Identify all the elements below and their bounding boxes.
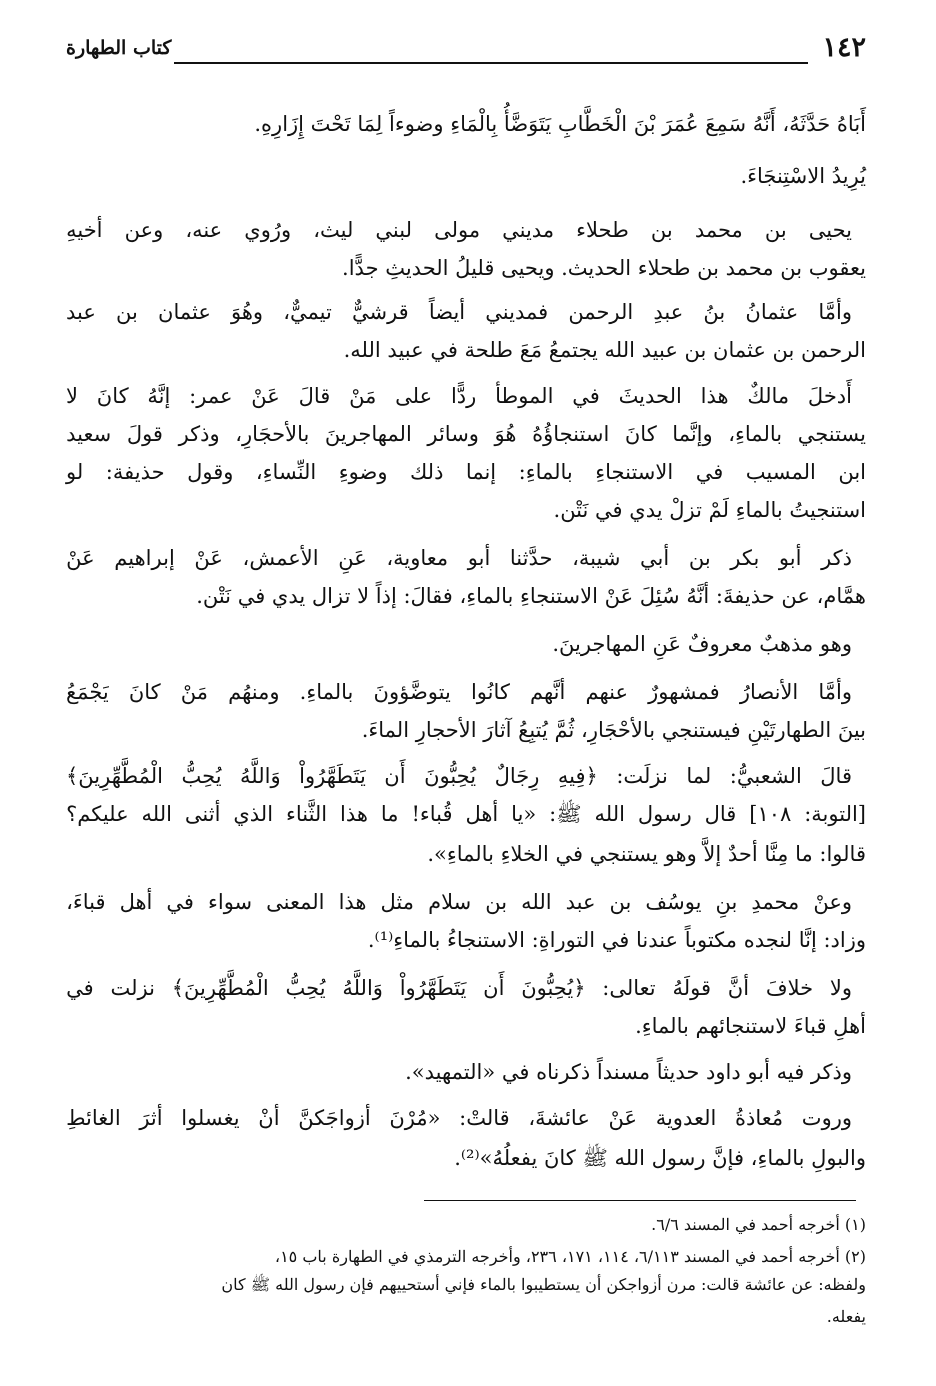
text-line: وروت مُعاذةُ العدوية عَنْ عائشةَ، قالتْ: «مُرْنَ أزواجَكنَّ أنْ يغسلوا أثرَ الغائطِ: [66, 1106, 852, 1130]
text-line: وهو مذهبٌ معروفٌ عَنِ المهاجرينَ.: [552, 632, 852, 656]
header-rule: [174, 62, 808, 64]
text-line: ابن المسيب في الاستنجاءِ بالماءِ: إنما ذلك وضوءِ النِّساءِ، وقول حذيفة: لو: [66, 460, 866, 484]
text-line: والبولِ بالماءِ، فإنَّ رسول الله ﷺ كانَ يفعلُهُ»⁽²⁾.: [454, 1146, 866, 1170]
footnote-line: يفعله.: [826, 1307, 866, 1326]
text-line: يعقوب بن محمد بن طحلاء الحديث. ويحيى قليلُ الحديثِ جدًّا.: [342, 256, 866, 280]
text-line: همَّام، عن حذيفةَ: أنَّهُ سُئِلَ عَنْ الاستنجاءِ بالماءِ، فقالَ: إذاً لا تزال يدي في نَتْن.: [196, 584, 866, 608]
text-line: يحيى بن محمد بن طحلاء مديني مولى لبني ليث، ورُوي عنه، وعن أخيهِ: [66, 218, 852, 242]
text-line: ولا خلافَ أنَّ قولَهُ تعالى: ﴿يُحِبُّونَ أَن يَتَطَهَّرُواْ وَاللَّهُ يُحِبُّ الْمُطَّهِّرِينَ﴾ نزلت في: [66, 976, 852, 1000]
footnote-line: ولفظه: عن عائشة قالت: مرن أزواجكن أن يستطيبوا بالماء فإني أستحييهم فإن رسول الله ﷺ كان: [221, 1275, 866, 1294]
footnote-line: (١) أخرجه أحمد في المسند ٦/٦.: [651, 1215, 866, 1234]
chapter-title: كتاب الطهارة: [66, 37, 172, 59]
page-number: ١٤٢: [822, 32, 866, 63]
text-line: وأمَّا الأنصارُ فمشهورٌ عنهم أنَّهم كانُوا يتوضَّؤونَ بالماءِ. ومنهُم مَنْ كانَ يَجْمَعُ: [66, 680, 852, 704]
text-line: استنجيتُ بالماءِ لَمْ تزلْ يدي في نَتْن.: [553, 498, 866, 522]
text-line: وعنْ محمدِ بنِ يوسُف بن عبد الله بن سلام مثل هذا المعنى سواء في أهل قباءَ،: [66, 890, 852, 914]
text-line: يستنجي بالماءِ، وإنَّما كانَ استنجاؤُهُ هُوَ وسائر المهاجرينَ بالأحجَارِ، وذكر قولَ سعيد: [66, 422, 866, 446]
text-line: يُرِيدُ الاسْتِنجَاءَ.: [740, 164, 866, 188]
text-line: وأمَّا عثمانُ بنُ عبدِ الرحمن فمديني أيضاً قرشيٌّ تيميٌّ، وهُوَ عثمان بن عبد: [66, 300, 852, 324]
text-line: الرحمن بن عثمان بن عبيد الله يجتمعُ مَعَ طلحة في عبيد الله.: [343, 338, 866, 362]
footnote-line: (٢) أخرجه أحمد في المسند ٦/١١٣، ١١٤، ١٧١، ٢٣٦، وأخرجه الترمذي في الطهارة باب ١٥،: [274, 1247, 866, 1266]
running-header: [66, 30, 866, 66]
text-line: قالوا: ما مِنَّا أحدٌ إلاَّ وهو يستنجي في الخلاءِ بالماءِ».: [427, 842, 866, 866]
text-line: أَبَاهُ حَدَّثَهُ، أَنَّهُ سَمِعَ عُمَرَ بْنَ الْخَطَّابِ يَتَوَضَّأُ بِالْمَاءِ وضوءاً لِمَا تَحْتَ إِزَارِهِ.: [254, 112, 866, 136]
text-line: أَدخلَ مالكٌ هذا الحديثَ في الموطأ ردًّا على مَنْ قالَ عَنْ عمر: إنَّهُ كانَ لا: [66, 384, 852, 408]
footnote-separator: [424, 1200, 856, 1201]
text-line: [التوبة: ١٠٨] قال رسول الله ﷺ: «يا أهل قُباء! ما هذا الثَّناء الذي أثنى الله عليكم؟: [66, 802, 866, 826]
text-line: وذكر فيه أبو داود حديثاً مسنداً ذكرناه في «التمهيد».: [405, 1060, 852, 1084]
text-line: ذكر أبو بكر بن أبي شيبة، حدَّثنا أبو معاوية، عَنِ الأعمش، عَنْ إبراهيم عَنْ: [66, 546, 852, 570]
text-line: قالَ الشعبيُّ: لما نزلَت: ﴿فِيهِ رِجَالٌ يُحِبُّونَ أَن يَتَطَهَّرُواْ وَاللَّهُ يُحِبُّ الْمُطَّهِّرِينَ﴾: [66, 764, 852, 788]
text-line: بينَ الطهارتَيْنِ فيستنجي بالأحْجَارِ، ثُمَّ يُتبِعُ آثارَ الأحجارِ الماءَ.: [361, 718, 866, 742]
text-line: وزاد: إنَّا لنجده مكتوباً عندنا في التوراةِ: الاستنجاءُ بالماءِ⁽¹⁾.: [367, 928, 866, 952]
text-line: أهلِ قباءَ لاستنجائهم بالماءِ.: [635, 1014, 866, 1038]
